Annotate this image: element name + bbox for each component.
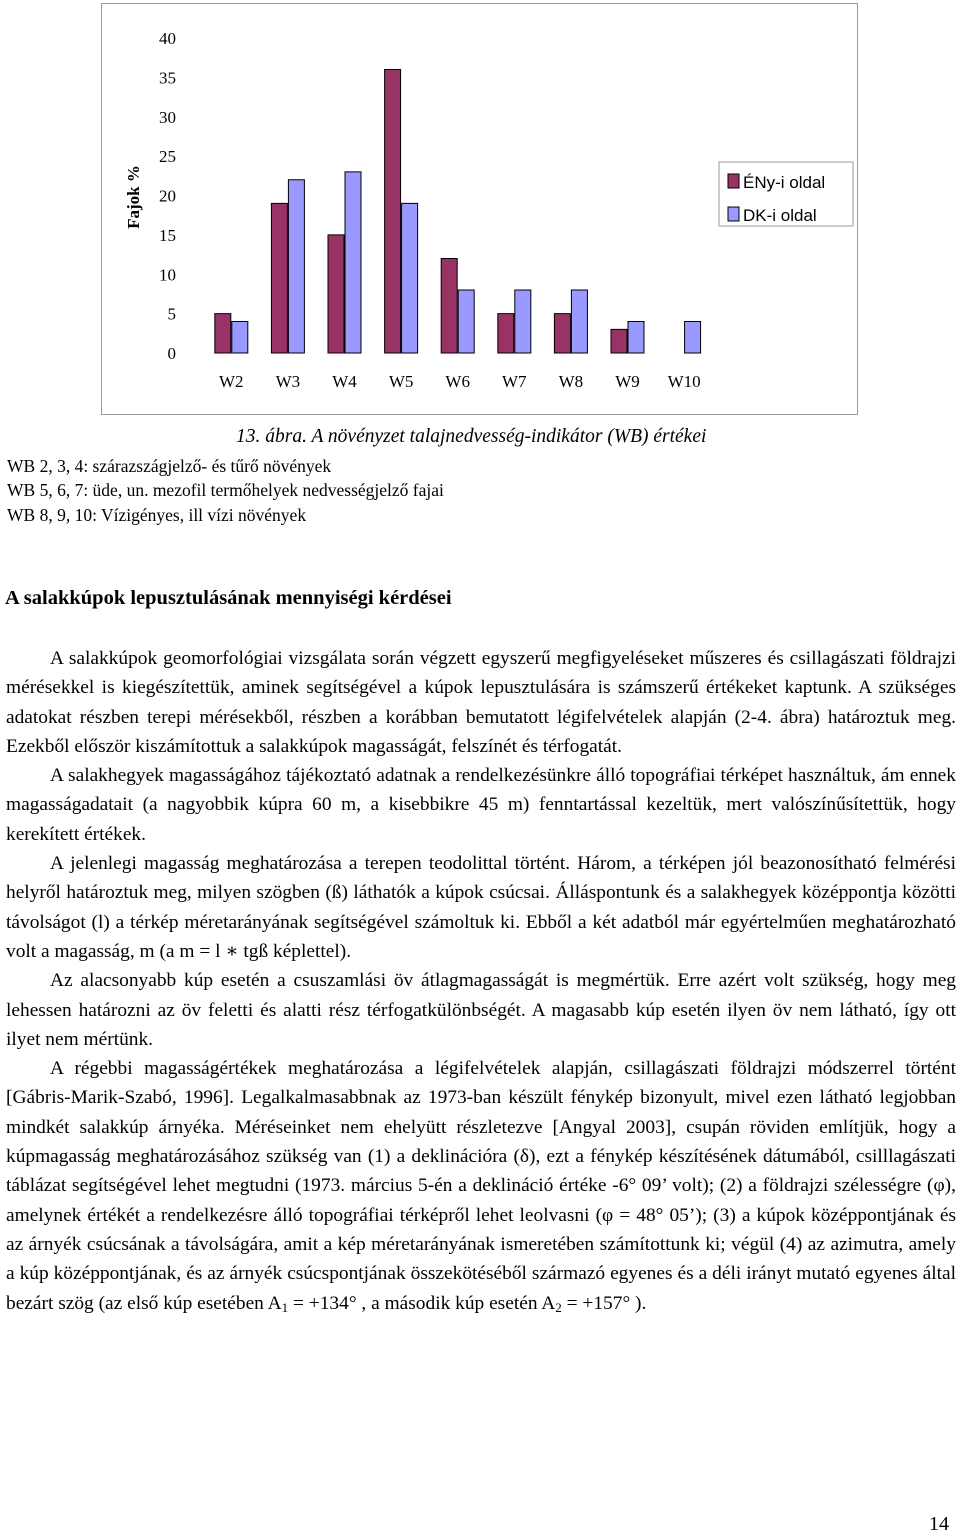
body-text <box>6 644 956 1318</box>
paragraph-5-text: A régebbi magasságértékek meghatározása a légifelvételek alapján, csillagászati földrajzi módszerrel történt [Gábris-Marik-Szabó, 1996]. Legalkalmasabbnak az 1973-ban készült fénykép bizonyult, mivel ezen látható legjobban mindkét salakkúp árnyéka. Méréseinket nem ehelyütt részletezve [Angyal 2003], csupán röviden említjük, hogy a kúpmagasság meghatározásához szükség van (1) a deklinációra (δ), ezt a fénykép készítésének dátumából, csilllagászati táblázat segítségével lehet megtudni (1973. március 5-én a deklináció értéke -6° 09’ volt); (2) a földrajzi szélességre (φ), amelynek értékét a rendelkezésre álló topográfiai térképről lehet leolvasni (φ = 48° 05’); (3) a kúpok középpontjának és az árnyék csúcsának a távolságára, amit a kép méretarányának ismeretében számítottunk ki; végül (4) az azimutra, amely a kúp középpontjának, és az árnyék csúcspontjának összekötéséből származó egyenes és a déli irányt mutató egyenes által bezárt szög (az első kúp esetében A <box>6 1058 956 1314</box>
subscript-2: 2 <box>555 1299 562 1315</box>
bar-dk-W9 <box>628 322 644 354</box>
bar-dk-W10 <box>685 322 701 354</box>
legend-swatch-dk <box>728 207 739 221</box>
x-tick-label: W9 <box>615 372 640 391</box>
legend-note-2: WB 5, 6, 7: üde, un. mezofil termőhelyek nedvességjelző fajai <box>7 480 444 500</box>
y-tick-label: 0 <box>167 344 176 363</box>
y-axis-label: Fajok % <box>124 165 143 229</box>
bar-ny-W8 <box>554 314 570 353</box>
bar-dk-W8 <box>571 290 587 353</box>
bar-ny-W4 <box>328 235 344 353</box>
x-tick-label: W4 <box>332 372 357 391</box>
chart-svg <box>102 4 859 416</box>
paragraph-4: Az alacsonyabb kúp esetén a csuszamlási öv átlagmagasságát is megmértük. Erre azért volt szükség, hogy meg lehessen határozni az öv feletti és alatti rész térfogatkülönbségét. A magasabb kúp esetén ilyen öv nem látható, így ott ilyet nem mértünk. <box>6 970 956 1050</box>
paragraph-3: A jelenlegi magasság meghatározása a terepen teodolittal történt. Három, a térképen jól beazonosítható felmérési helyről határoztuk meg, milyen szögben (ß) láthatók a kúpok csúcsai. Álláspontunk és a salakhegyek középpontja közötti távolságot (l) a térkép méretarányának segítségével számoltuk ki. Ebből a két adatból már egyértelműen meghatározható volt a magasság, m (a m = l ∗ tgß képlettel). <box>6 853 956 962</box>
y-tick-label: 25 <box>159 147 176 167</box>
bar-ny-W7 <box>498 314 514 353</box>
legend-label-ny: ÉNy-i oldal <box>743 173 826 192</box>
legend-swatch-ny <box>728 174 739 188</box>
section-heading: A salakkúpok lepusztulásának mennyiségi kérdései <box>5 587 452 609</box>
y-tick-label: 10 <box>159 265 176 285</box>
x-tick-label: W7 <box>502 372 527 391</box>
x-tick-label: W8 <box>558 372 584 391</box>
bar-ny-W6 <box>441 259 457 354</box>
legend-note-3: WB 8, 9, 10: Vízigényes, ill vízi növények <box>7 505 307 525</box>
bar-chart <box>101 3 858 415</box>
subscript-1: 1 <box>281 1299 289 1315</box>
x-tick-label: W6 <box>445 372 470 391</box>
x-tick-label: W5 <box>388 372 414 391</box>
y-tick-label: 20 <box>159 186 176 206</box>
bar-ny-W5 <box>385 70 401 354</box>
paragraph-5 <box>6 1054 956 1318</box>
x-tick-label: W3 <box>275 372 301 391</box>
paragraph-1: A salakkúpok geomorfológiai vizsgálata során végzett egyszerű megfigyeléseket műszeres és csillagászati földrajzi mérésekkel is kiegészítettük, aminek segítségével a kúpok lepusztulására is számszerű értékeket kaptunk. A szükséges adatokat részben terepi mérésekből, részben a korábban bemutatott légifelvételek alapján (2-4. ábra) határoztuk meg. Ezekből először kiszámítottuk a salakkúpok magasságát, felszínét és térfogatát. <box>6 648 956 757</box>
y-tick-label: 30 <box>159 107 176 127</box>
paragraph-5-end: = +157° ). <box>561 1292 647 1314</box>
y-tick-label: 35 <box>159 68 176 88</box>
page-number: 14 <box>929 1513 949 1535</box>
figure-caption <box>236 426 706 448</box>
bar-ny-W9 <box>611 329 627 353</box>
figure-caption-text: A növényzet talajnedvesség-indikátor (WB) értékei <box>306 426 707 447</box>
y-tick-label: 40 <box>159 29 176 48</box>
bar-dk-W2 <box>232 322 248 354</box>
paragraph-2: A salakhegyek magasságához tájékoztató adatnak a rendelkezésünkre álló topográfiai térképet használtuk, ám ennek magasságadatait (a nagyobbik kúpra 60 m, a kisebbikre 45 m) fenntartással kezeltük, mert valószínűsítettük, hogy kerekített értékek. <box>6 765 956 845</box>
bar-dk-W6 <box>458 290 474 353</box>
y-tick-label: 15 <box>159 225 176 245</box>
bar-dk-W4 <box>345 172 361 353</box>
bar-ny-W2 <box>215 314 231 353</box>
legend-label-dk: DK-i oldal <box>743 206 817 225</box>
bar-ny-W3 <box>271 203 287 353</box>
y-tick-label: 5 <box>167 304 176 324</box>
legend-note-1: WB 2, 3, 4: szárazszágjelző- és tűrő növények <box>7 456 332 476</box>
paragraph-5-mid: = +134° , a második kúp esetén A <box>288 1292 556 1314</box>
figure-number: 13. ábra. <box>236 426 307 447</box>
bar-dk-W7 <box>515 290 531 353</box>
x-tick-label: W10 <box>667 372 701 391</box>
bar-dk-W5 <box>402 203 418 353</box>
bar-dk-W3 <box>288 180 304 353</box>
x-tick-label: W2 <box>219 372 244 391</box>
